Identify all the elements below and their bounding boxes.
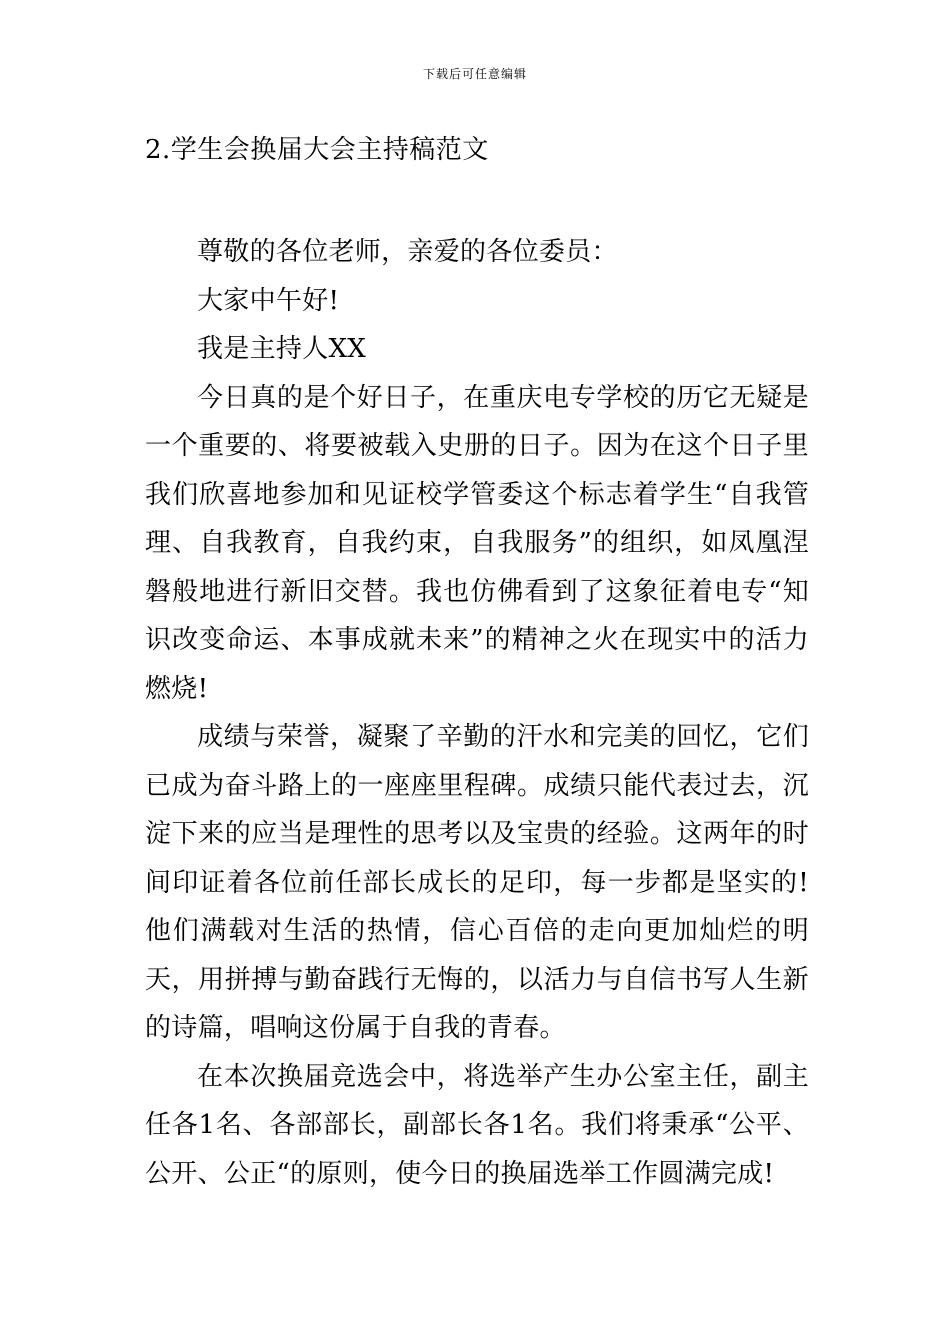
paragraph-body-1: 今日真的是个好日子，在重庆电专学校的历它无疑是一个重要的、将要被载入史册的日子。因为在这个日子里我们欣喜地参加和见证校学管委这个标志着学生“自我管理、自我教育，自我约束，自我服务”的组织，如凤凰涅磐般地进行新旧交替。我也仿佛看到了这象征着电专“知识改变命运、本事成就未来”的精神之火在现实中的活力燃烧! [145, 382, 809, 704]
paragraph-body-2: 成绩与荣誉，凝聚了辛勤的汗水和完美的回忆，它们已成为奋斗路上的一座座里程碑。成绩只能代表过去，沉淀下来的应当是理性的思考以及宝贵的经验。这两年的时间印证着各位前任部长成长的足印，每一步都是坚实的!他们满载对生活的热情，信心百倍的走向更加灿烂的明天，用拼搏与勤奋践行无悔的，以活力与自信书写人生新的诗篇，唱响这份属于自我的青春。 [145, 722, 809, 1043]
header-note: 下载后可任意编辑 [422, 67, 527, 81]
document-title: 2.学生会换届大会主持稿范文 [145, 135, 489, 165]
paragraph-greeting: 大家中午好! [197, 285, 340, 316]
paragraph-host-intro: 我是主持人XX [197, 334, 367, 364]
paragraph-body-3: 在本次换届竞选会中，将选举产生办公室主任，副主任各1名、各部部长，副部长各1名。我们将秉承“公平、公开、公正“的原则，使今日的换届选举工作圆满完成! [145, 1061, 809, 1189]
paragraph-salutation: 尊敬的各位老师，亲爱的各位委员： [197, 237, 618, 267]
document-body [145, 228, 809, 1198]
